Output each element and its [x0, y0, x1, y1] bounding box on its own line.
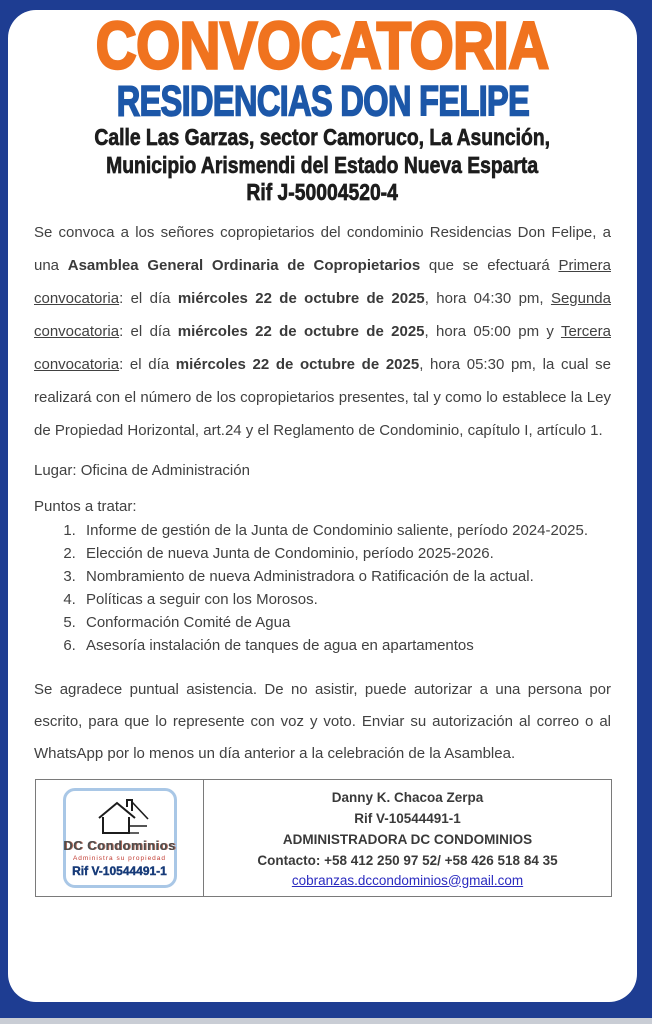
- logo-brand-text: DC Condominios: [63, 837, 176, 853]
- administrator-name: Danny K. Chacoa Zerpa: [331, 789, 484, 805]
- address-line-1: Calle Las Garzas, sector Camoruco, La Asunción,: [94, 124, 551, 150]
- logo-cell: [36, 780, 204, 896]
- administrator-signature-table: [35, 779, 612, 897]
- address-line-2: Municipio Arismendi del Estado Nueva Esparta: [106, 152, 539, 178]
- building-name: [34, 77, 611, 125]
- contact-cell: [204, 780, 611, 896]
- intro-paragraph: Se convoca a los señores copropietarios del condominio Residencias Don Felipe, a una Asamblea General Ordinaria de Copropietarios que se efectuará Primera convocatoria: el día miércoles 22 de octubre de 2025, hora 04:30 pm, Segunda convocatoria: el día miércoles 22 de octubre de 2025, hora 05:00 pm y Tercera convocatoria: el día miércoles 22 de octubre de 2025, hora 05:30 pm, la cual se realizará con el número de los copropietarios presentes, tal y como lo establece la Ley de Propiedad Horizontal, art.24 y el Reglamento de Condominio, capítulo I, artículo 1.: [34, 224, 611, 439]
- logo-rif: Rif V-10544491-1: [72, 863, 167, 878]
- agenda-item: 5. Conformación Comité de Agua: [80, 612, 611, 634]
- document-sheet: [8, 10, 637, 1002]
- agenda-item: 3. Nombramiento de nueva Administradora o Ratificación de la actual.: [80, 566, 611, 588]
- email-link[interactable]: cobranzas.dccondominios@gmail.com: [291, 872, 524, 888]
- building-name-text: RESIDENCIAS DON FELIPE: [116, 77, 529, 125]
- administrator-company: ADMINISTRADORA DC CONDOMINIOS: [282, 831, 533, 847]
- house-icon: [89, 797, 151, 837]
- administrator-rif: Rif V-10544491-1: [354, 810, 461, 826]
- agenda-list: [34, 520, 611, 657]
- condo-rif: Rif J-50004520-4: [246, 179, 399, 205]
- agenda-item: 6. Asesoría instalación de tanques de agua en apartamentos: [80, 635, 611, 657]
- page-title-text: CONVOCATORIA: [96, 10, 549, 84]
- agenda-item: 1. Informe de gestión de la Junta de Condominio saliente, período 2024-2025.: [80, 520, 611, 542]
- location-line: Lugar: Oficina de Administración: [34, 462, 250, 479]
- agenda-item: 4. Políticas a seguir con los Morosos.: [80, 589, 611, 611]
- page-title: [34, 10, 611, 84]
- contact-phones: Contacto: +58 412 250 97 52/ +58 426 518 84 35: [257, 852, 558, 868]
- agenda-item: 2. Elección de nueva Junta de Condominio, período 2025-2026.: [80, 543, 611, 565]
- closing-paragraph: Se agradece puntual asistencia. De no asistir, puede autorizar a una persona por escrito, para que lo represente con voz y voto. Enviar su autorización al correo o al WhatsApp por lo menos un día anterior a la celebración de la Asamblea.: [34, 681, 611, 762]
- agenda-title: Puntos a tratar:: [34, 498, 137, 515]
- bottom-spacer: [34, 897, 611, 901]
- dc-condominios-logo: [63, 788, 177, 888]
- logo-tagline: Administra su propiedad: [72, 854, 167, 862]
